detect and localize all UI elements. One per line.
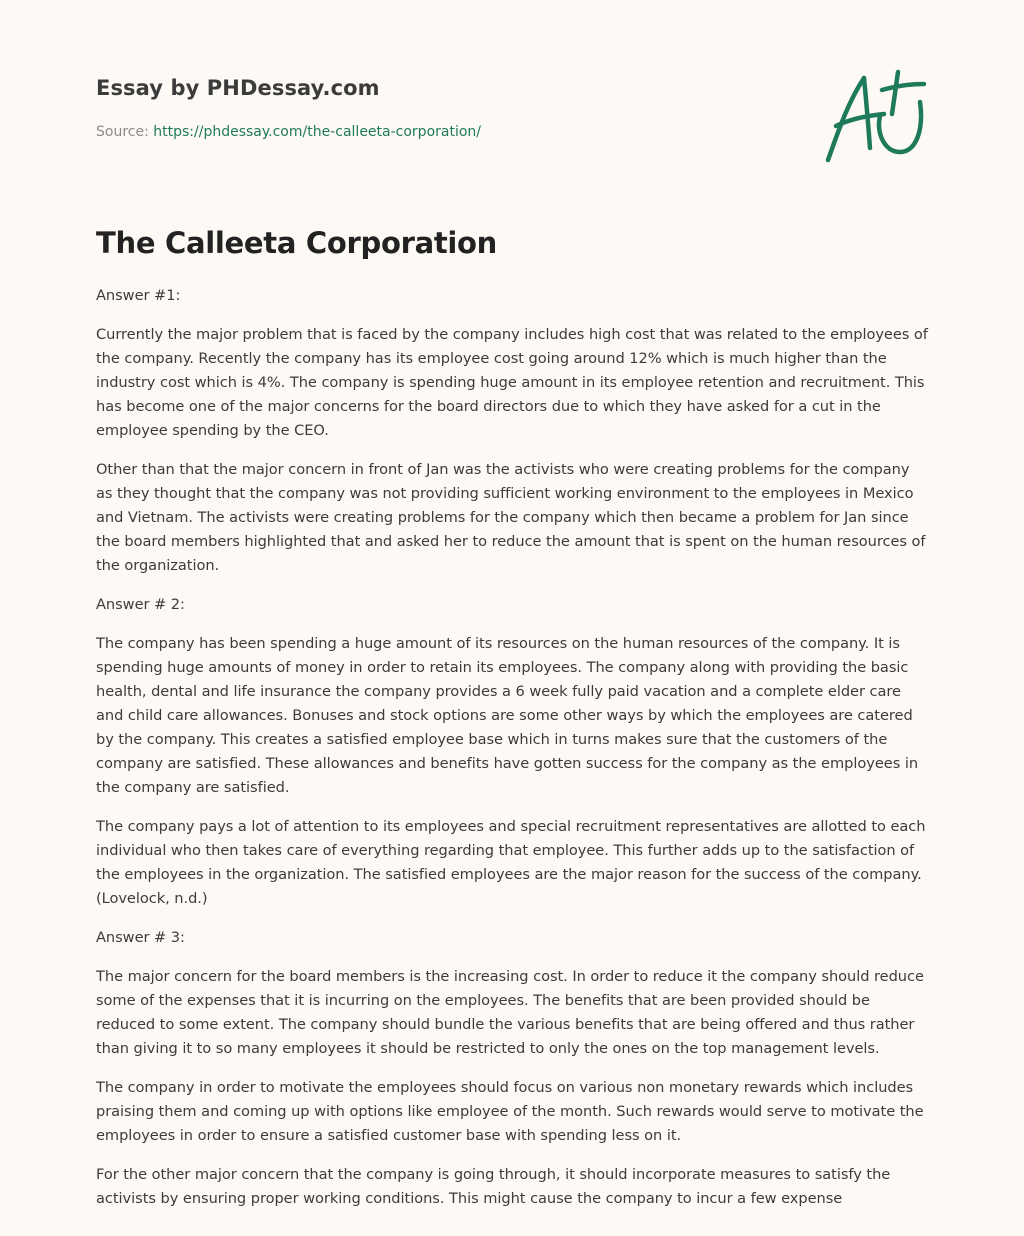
answer-heading: Answer # 3: (96, 929, 185, 946)
answer-heading: Answer # 2: (96, 596, 185, 613)
essay-body (96, 284, 930, 1226)
paragraph: Currently the major problem that is faced by the company includes high cost that was related to the employees of the company. Recently the company has its employee cost going around 12% which is much higher than the industry cost which is 4%. The company is spending huge amount in its employee retention and recruitment. This has become one of the major concerns for the board directors due to which they have asked for a cut in the employee spending by the CEO. (96, 326, 928, 439)
paragraph: The major concern for the board members is the increasing cost. In order to reduce it the company should reduce some of the expenses that it is incurring on the employees. The benefits that are been provided should be reduced to some extent. The company should bundle the various benefits that are being offered and thus rather than giving it to so many employees it should be restricted to only the ones on the top management levels. (96, 968, 924, 1057)
paragraph: Other than that the major concern in front of Jan was the activists who were creating problems for the company as they thought that the company was not providing sufficient working environment to the employees in Mexico and Vietnam. The activists were creating problems for the company which then became a problem for Jan since the board members highlighted that and asked her to reduce the amount that is spent on the human resources of the organization. (96, 461, 926, 574)
page-header (96, 0, 930, 200)
essay-page (96, 0, 930, 1207)
paragraph: For the other major concern that the company is going through, it should incorporate measures to satisfy the activists by ensuring proper working conditions. This might cause the company to incur a few expense (96, 1166, 891, 1207)
answer-heading: Answer #1: (96, 287, 181, 304)
a-plus-logo-icon (824, 68, 928, 166)
paragraph: The company has been spending a huge amount of its resources on the human resources of the company. It is spending huge amounts of money in order to retain its employees. The company along with providing the basic health, dental and life insurance the company provides a 6 week fully paid vacation and a complete elder care and child care allowances. Bonuses and stock options are some other ways by which the employees are catered by the company. This creates a satisfied employee base which in turns makes sure that the customers of the company are satisfied. These allowances and benefits have gotten success for the company as the employees in the company are satisfied. (96, 635, 919, 796)
source-line (96, 124, 481, 140)
essay-title: The Calleeta Corporation (96, 226, 498, 260)
source-label: Source: (96, 124, 149, 140)
site-title: Essay by PHDessay.com (96, 76, 380, 100)
paragraph: The company pays a lot of attention to its employees and special recruitment representatives are allotted to each individual who then takes care of everything regarding that employee. This further adds up to the satisfaction of the employees in the organization. The satisfied employees are the major reason for the success of the company. (Lovelock, n.d.) (96, 818, 926, 907)
paragraph: The company in order to motivate the employees should focus on various non monetary rewards which includes praising them and coming up with options like employee of the month. Such rewards would serve to motivate the employees in order to ensure a satisfied customer base with spending less on it. (96, 1079, 924, 1144)
source-link[interactable]: https://phdessay.com/the-calleeta-corporation/ (153, 124, 482, 140)
